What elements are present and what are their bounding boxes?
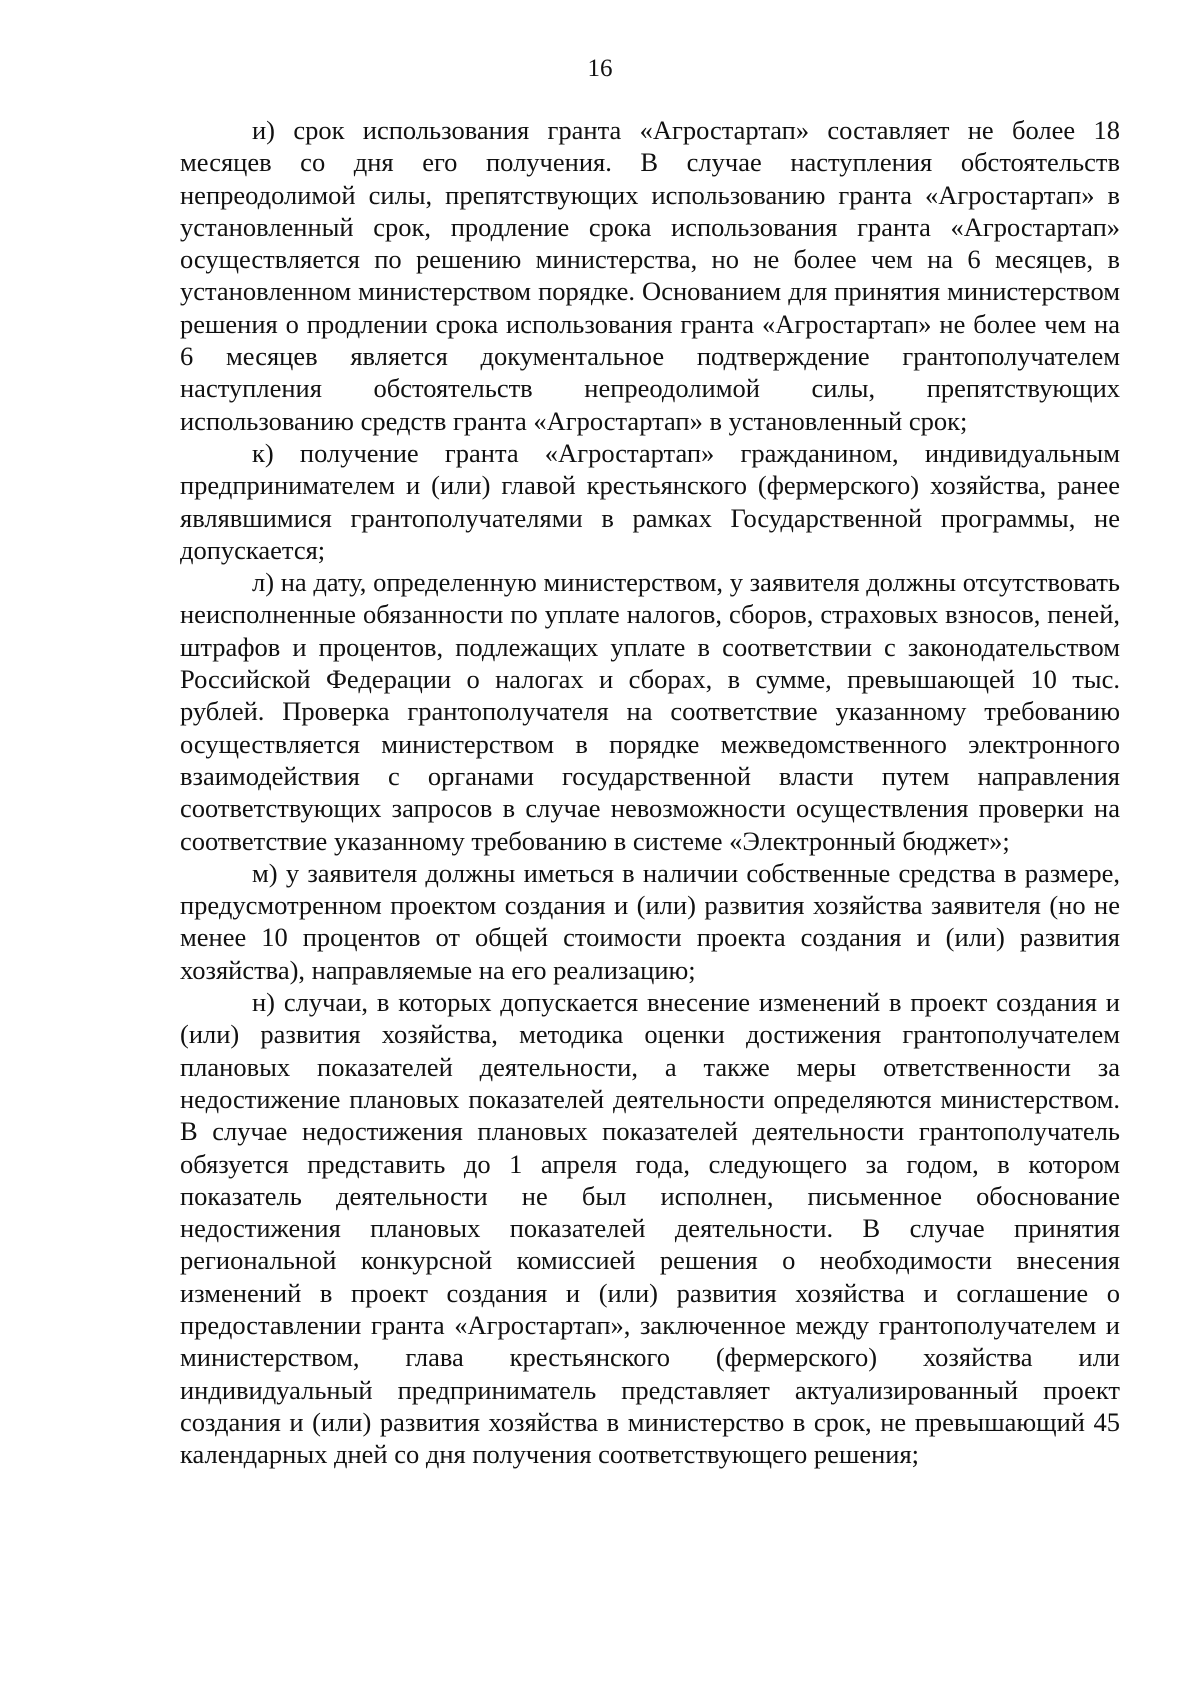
- paragraph-n: н) случаи, в которых допускается внесение изменений в проект создания и (или) развития хозяйства, методика оценки достижения грантополучателем плановых показателей деятельности, а также меры ответственности за недостижение плановых показателей деятельности определяются министерством. В случае недостижения плановых показателей деятельности грантополучатель обязуется представить до 1 апреля года, следующего за годом, в котором показатель деятельности не был исполнен, письменное обоснование недостижения плановых показателей деятельности. В случае принятия региональной конкурсной комиссией решения о необходимости внесения изменений в проект создания и (или) развития хозяйства и соглашение о предоставлении гранта «Агростартап», заключенное между грантополучателем и министерством, глава крестьянского (фермерского) хозяйства или индивидуальный предприниматель представляет актуализированный проект создания и (или) развития хозяйства в министерство в срок, не превышающий 45 календарных дней со дня получения соответствующего решения;: [180, 987, 1120, 1470]
- page-number: 16: [587, 55, 613, 82]
- paragraph-m: м) у заявителя должны иметься в наличии собственные средства в размере, предусмотренном проектом создания и (или) развития хозяйства заявителя (но не менее 10 процентов от общей стоимости проекта создания и (или) развития хозяйства), направляемые на его реализацию;: [180, 857, 1120, 985]
- paragraph-k: к) получение гранта «Агростартап» гражданином, индивидуальным предпринимателем и (или) главой крестьянского (фермерского) хозяйства, ранее являвшимися грантополучателями в рамках Государственной программы, не допускается;: [180, 437, 1120, 565]
- document-body: [180, 114, 1120, 1470]
- paragraph-i: и) срок использования гранта «Агростартап» составляет не более 18 месяцев со дня его получения. В случае наступления обстоятельств непреодолимой силы, препятствующих использованию гранта «Агростартап» в установленный срок, продление срока использования гранта «Агростартап» осуществляется по решению министерства, но не более чем на 6 месяцев, в установленном министерством порядке. Основанием для принятия министерством решения о продлении срока использования гранта «Агростартап» не более чем на 6 месяцев является документальное подтверждение грантополучателем наступления обстоятельств непреодолимой силы, препятствующих использованию средств гранта «Агростартап» в установленный срок;: [180, 115, 1120, 436]
- paragraph-l: л) на дату, определенную министерством, у заявителя должны отсутствовать неисполненные обязанности по уплате налогов, сборов, страховых взносов, пеней, штрафов и процентов, подлежащих уплате в соответствии с законодательством Российской Федерации о налогах и сборах, в сумме, превышающей 10 тыс. рублей. Проверка грантополучателя на соответствие указанному требованию осуществляется министерством в порядке межведомственного электронного взаимодействия с органами государственной власти путем направления соответствующих запросов в случае невозможности осуществления проверки на соответствие указанному требованию в системе «Электронный бюджет»;: [180, 567, 1120, 856]
